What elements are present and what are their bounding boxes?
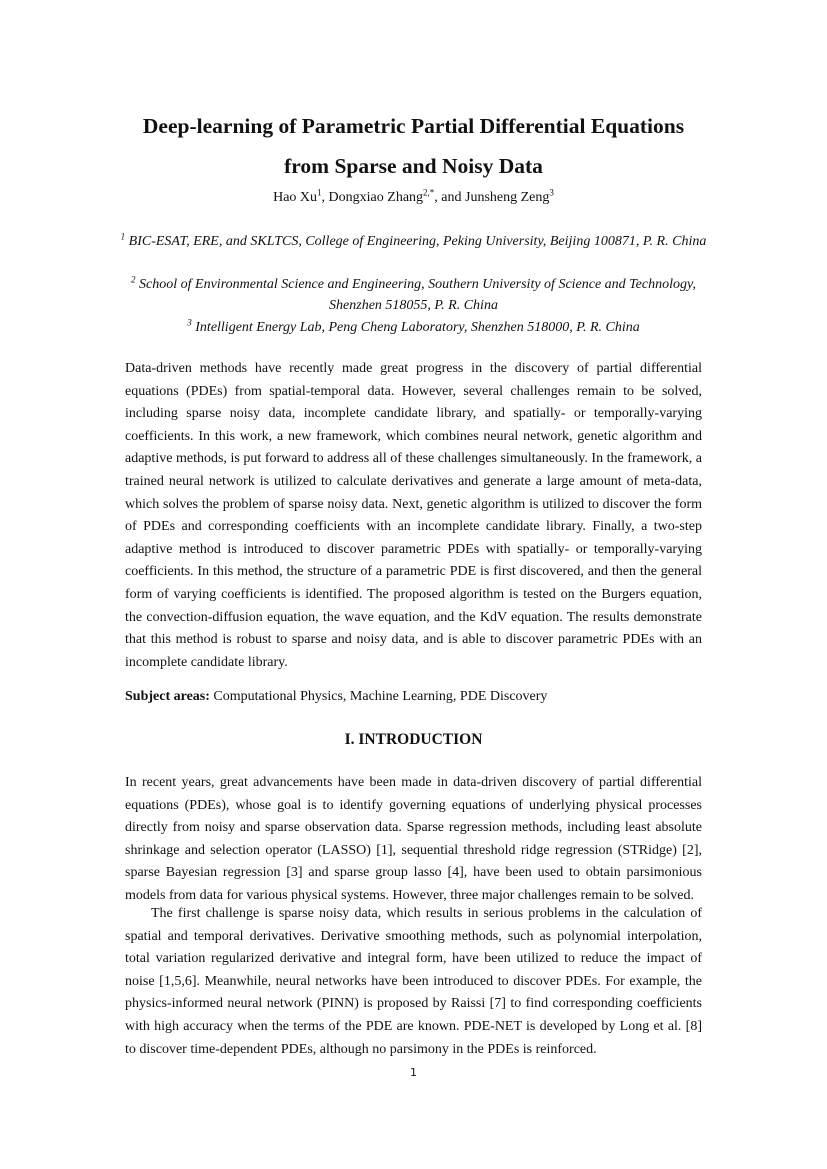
author-separator: , and	[434, 190, 465, 205]
author-separator: ,	[321, 190, 329, 205]
author-name: Dongxiao Zhang	[328, 190, 424, 205]
affiliation-text: School of Environmental Science and Engineering, Southern University of Science and Technology, Shenzhen 518055, P. R. China	[139, 277, 696, 313]
paper-title-line-1: Deep-learning of Parametric Partial Differential Equations	[142, 114, 685, 138]
subject-areas	[125, 686, 702, 708]
subject-areas-value: Computational Physics, Machine Learning, PDE Discovery	[213, 689, 548, 704]
paper-title-line-2: from Sparse and Noisy Data	[284, 154, 543, 178]
affiliation-3	[120, 317, 707, 338]
author-list	[60, 188, 767, 208]
affiliation-1	[120, 231, 707, 252]
affiliation-mark: 3	[187, 317, 192, 328]
author-name: Junsheng Zeng	[465, 190, 550, 205]
intro-paragraph-1: In recent years, great advancements have been made in data-driven discovery of partial differential equations (PDEs), whose goal is to identify governing equations of underlying physical processes directly from noisy and sparse observation data. Sparse regression methods, including least absolute shrinkage and selection operator (LASSO) [1], sequential threshold ridge regression (STRidge) [2], sparse Bayesian regression [3] and sparse group lasso [4], have been used to obtain parsimonious models from data for various physical systems. However, three major challenges remain to be solved.	[125, 775, 702, 903]
abstract-paragraph: Data-driven methods have recently made great progress in the discovery of partial differential equations (PDEs) from spatial-temporal data. However, several challenges remain to be solved, including sparse noisy data, incomplete candidate library, and spatially- or temporally-varying coefficients. In this work, a new framework, which combines neural network, genetic algorithm and adaptive methods, is put forward to address all of these challenges simultaneously. In the framework, a trained neural network is utilized to calculate derivatives and generate a large amount of meta-data, which solves the problem of sparse noisy data. Next, genetic algorithm is utilized to discover the form of PDEs and corresponding coefficients with an incomplete candidate library. Finally, a two-step adaptive method is introduced to discover parametric PDEs with spatially- or temporally-varying coefficients. In this method, the structure of a parametric PDE is first discovered, and then the general form of varying coefficients is identified. The proposed algorithm is tested on the Burgers equation, the convection-diffusion equation, the wave equation, and the KdV equation. The results demonstrate that this method is robust to sparse and noisy data, and is able to discover parametric PDEs with an incomplete candidate library.	[125, 361, 702, 670]
affiliation-mark: 2	[131, 274, 136, 285]
author-name: Hao Xu	[273, 190, 318, 205]
subject-areas-label: Subject areas:	[125, 689, 210, 704]
affiliation-text: BIC-ESAT, ERE, and SKLTCS, College of Engineering, Peking University, Beijing 100871, P. R. China	[128, 234, 707, 249]
affiliation-2	[120, 274, 707, 316]
intro-paragraph-2: The first challenge is sparse noisy data, which results in serious problems in the calculation of spatial and temporal derivatives. Derivative smoothing methods, such as polynomial interpolation, total variation regularized derivative and integral form, have been utilized to reduce the impact of noise [1,5,6]. Meanwhile, neural networks have been introduced to discover PDEs. For example, the physics-informed neural network (PINN) is proposed by Raissi [7] to find corresponding coefficients with high accuracy when the terms of the PDE are known. PDE-NET is developed by Long et al. [8] to discover time-dependent PDEs, although no parsimony in the PDEs is reinforced.	[125, 906, 702, 1057]
page-number: 1	[410, 1066, 417, 1079]
author-affiliation-mark: 2,*	[423, 187, 435, 198]
section-heading-introduction: I. INTRODUCTION	[344, 731, 483, 748]
affiliation-mark: 1	[120, 231, 126, 242]
author-affiliation-mark: 3	[549, 187, 554, 198]
affiliation-text: Intelligent Energy Lab, Peng Cheng Laboratory, Shenzhen 518000, P. R. China	[195, 320, 640, 335]
author-affiliation-mark: 1	[317, 187, 322, 198]
